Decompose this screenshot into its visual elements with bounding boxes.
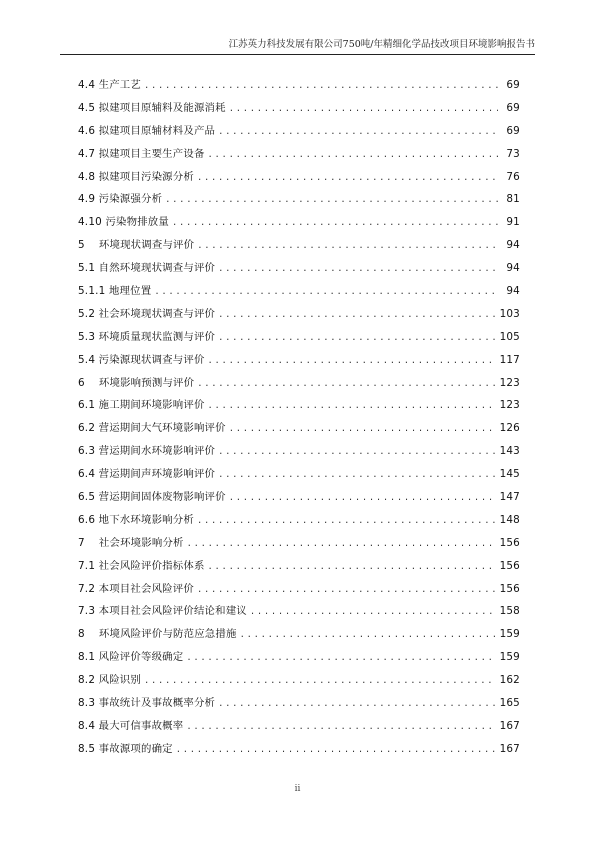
toc-entry-page: 69 xyxy=(506,79,520,91)
toc-entry[interactable] xyxy=(78,259,520,282)
toc-entry-page: 165 xyxy=(499,697,520,710)
toc-entry-title: 6.1 施工期间环境影响评价 xyxy=(78,399,205,412)
toc-entry-title: 5 环境现状调查与评价 xyxy=(78,239,195,252)
toc-dot-leader xyxy=(219,125,498,137)
toc-dot-leader xyxy=(187,720,495,732)
toc-entry-title: 5.1.1 地理位置 xyxy=(78,285,152,298)
toc-entry-page: 81 xyxy=(506,193,520,206)
toc-entry[interactable] xyxy=(78,328,520,351)
toc-entry-title: 6 环境影响预测与评价 xyxy=(78,376,195,389)
toc-entry[interactable] xyxy=(78,236,520,259)
toc-entry-title: 4.6 拟建项目原辅材料及产品 xyxy=(78,124,216,137)
toc-entry-title: 5.2 社会环境现状调查与评价 xyxy=(78,307,216,320)
toc-entry-page: 94 xyxy=(506,262,520,275)
toc-entry-title: 6.2 营运期间大气环境影响评价 xyxy=(78,422,226,435)
toc-dot-leader xyxy=(209,399,496,411)
toc-entry-page: 159 xyxy=(499,651,520,664)
toc-entry-page: 94 xyxy=(506,239,520,252)
toc-entry[interactable] xyxy=(78,213,520,236)
toc-entry-page: 126 xyxy=(499,422,520,435)
toc-entry-page: 91 xyxy=(506,216,520,229)
toc-entry-title: 4.10 污染物排放量 xyxy=(78,216,169,229)
toc-entry-page: 143 xyxy=(499,445,520,458)
toc-entry-page: 156 xyxy=(499,559,520,572)
toc-entry-page: 159 xyxy=(499,628,520,641)
toc-entry-title: 5.1 自然环境现状调查与评价 xyxy=(78,262,216,275)
toc-entry[interactable] xyxy=(78,511,520,534)
toc-entry[interactable] xyxy=(78,351,520,374)
toc-entry-title: 8.5 事故源项的确定 xyxy=(78,742,173,755)
toc-entry-title: 6.4 营运期间声环境影响评价 xyxy=(78,468,216,481)
toc-entry-page: 69 xyxy=(506,101,520,114)
toc-dot-leader xyxy=(198,239,498,251)
toc-dot-leader xyxy=(209,560,496,572)
toc-dot-leader xyxy=(251,605,496,617)
toc-entry-page: 156 xyxy=(499,536,520,549)
toc-entry[interactable] xyxy=(78,648,520,671)
toc-entry[interactable] xyxy=(78,694,520,717)
toc-dot-leader xyxy=(173,216,498,228)
toc-entry[interactable] xyxy=(78,557,520,580)
toc-entry[interactable] xyxy=(78,396,520,419)
toc-dot-leader xyxy=(209,148,498,160)
toc-entry[interactable] xyxy=(78,580,520,603)
toc-dot-leader xyxy=(198,514,496,526)
toc-entry[interactable] xyxy=(78,122,520,145)
toc-entry[interactable] xyxy=(78,305,520,328)
toc-dot-leader xyxy=(219,308,495,320)
toc-entry-page: 103 xyxy=(499,307,520,320)
toc-entry[interactable] xyxy=(78,717,520,740)
toc-entry-page: 94 xyxy=(506,285,520,298)
toc-entry[interactable] xyxy=(78,168,520,191)
toc-dot-leader xyxy=(155,285,498,297)
toc-entry-page: 167 xyxy=(499,719,520,732)
toc-entry-page: 123 xyxy=(499,376,520,389)
toc-entry-page: 117 xyxy=(499,353,520,366)
toc-entry-title: 4.8 拟建项目污染源分析 xyxy=(78,170,194,183)
toc-dot-leader xyxy=(219,262,498,274)
toc-entry[interactable] xyxy=(78,76,520,99)
toc-entry-page: 76 xyxy=(506,170,520,183)
toc-dot-leader xyxy=(187,651,495,663)
toc-entry-page: 73 xyxy=(506,147,520,160)
toc-entry[interactable] xyxy=(78,625,520,648)
toc-dot-leader xyxy=(219,468,495,480)
toc-dot-leader xyxy=(230,422,496,434)
toc-entry[interactable] xyxy=(78,671,520,694)
toc-entry-title: 8.1 风险评价等级确定 xyxy=(78,651,184,664)
toc-entry-title: 8.3 事故统计及事故概率分析 xyxy=(78,697,216,710)
toc-entry-title: 5.3 环境质量现状监测与评价 xyxy=(78,330,216,343)
toc-entry-title: 5.4 污染源现状调查与评价 xyxy=(78,353,205,366)
toc-entry-title: 7.2 本项目社会风险评价 xyxy=(78,582,194,595)
toc-entry-page: 148 xyxy=(499,513,520,526)
toc-entry-page: 156 xyxy=(499,582,520,595)
page-number: ii xyxy=(294,784,301,794)
toc-entry[interactable] xyxy=(78,602,520,625)
toc-entry[interactable] xyxy=(78,534,520,557)
toc-entry-page: 167 xyxy=(499,742,520,755)
toc-entry-title: 8 环境风险评价与防范应急措施 xyxy=(78,628,237,641)
toc-entry-page: 158 xyxy=(499,605,520,618)
toc-entry[interactable] xyxy=(78,488,520,511)
toc-entry-title: 4.9 污染源强分析 xyxy=(78,193,163,206)
toc-entry-title: 4.4 生产工艺 xyxy=(78,79,141,91)
toc-entry-title: 7.3 本项目社会风险评价结论和建议 xyxy=(78,605,247,618)
toc-entry[interactable] xyxy=(78,465,520,488)
toc-dot-leader xyxy=(230,102,498,114)
toc-entry[interactable] xyxy=(78,282,520,305)
toc-entry[interactable] xyxy=(78,190,520,213)
toc-entry-page: 145 xyxy=(499,468,520,481)
toc-dot-leader xyxy=(188,537,496,549)
toc-entry[interactable] xyxy=(78,740,520,763)
toc-entry[interactable] xyxy=(78,419,520,442)
toc-entry-title: 7.1 社会风险评价指标体系 xyxy=(78,559,205,572)
document-header: 江苏英力科技发展有限公司750吨/年精细化学品技改项目环境影响报告书 xyxy=(228,39,535,50)
toc-entry-page: 147 xyxy=(499,491,520,504)
toc-entry-title: 8.2 风险识别 xyxy=(78,674,141,687)
toc-dot-leader xyxy=(241,628,496,640)
table-of-contents xyxy=(78,76,520,763)
toc-entry-page: 123 xyxy=(499,399,520,412)
toc-entry-title: 7 社会环境影响分析 xyxy=(78,536,184,549)
toc-dot-leader xyxy=(198,583,496,595)
toc-dot-leader xyxy=(209,354,496,366)
toc-entry[interactable] xyxy=(78,374,520,397)
toc-dot-leader xyxy=(145,674,496,686)
toc-dot-leader xyxy=(230,491,496,503)
toc-entry-title: 4.7 拟建项目主要生产设备 xyxy=(78,147,205,160)
toc-entry-title: 6.6 地下水环境影响分析 xyxy=(78,513,194,526)
toc-dot-leader xyxy=(198,171,498,183)
toc-entry-title: 4.5 拟建项目原辅料及能源消耗 xyxy=(78,101,226,114)
toc-entry-title: 6.5 营运期间固体废物影响评价 xyxy=(78,491,226,504)
toc-dot-leader xyxy=(198,377,495,389)
toc-entry[interactable] xyxy=(78,145,520,168)
toc-dot-leader xyxy=(145,79,498,91)
toc-dot-leader xyxy=(177,743,496,755)
toc-entry-page: 162 xyxy=(499,674,520,687)
toc-entry-page: 105 xyxy=(499,330,520,343)
toc-entry-page: 69 xyxy=(506,124,520,137)
toc-entry-title: 8.4 最大可信事故概率 xyxy=(78,719,184,732)
toc-entry-title: 6.3 营运期间水环境影响评价 xyxy=(78,445,216,458)
toc-dot-leader xyxy=(219,445,495,457)
toc-entry[interactable] xyxy=(78,99,520,122)
toc-dot-leader xyxy=(219,697,495,709)
toc-dot-leader xyxy=(166,193,498,205)
toc-dot-leader xyxy=(219,331,495,343)
toc-entry[interactable] xyxy=(78,442,520,465)
header-rule xyxy=(60,54,535,55)
